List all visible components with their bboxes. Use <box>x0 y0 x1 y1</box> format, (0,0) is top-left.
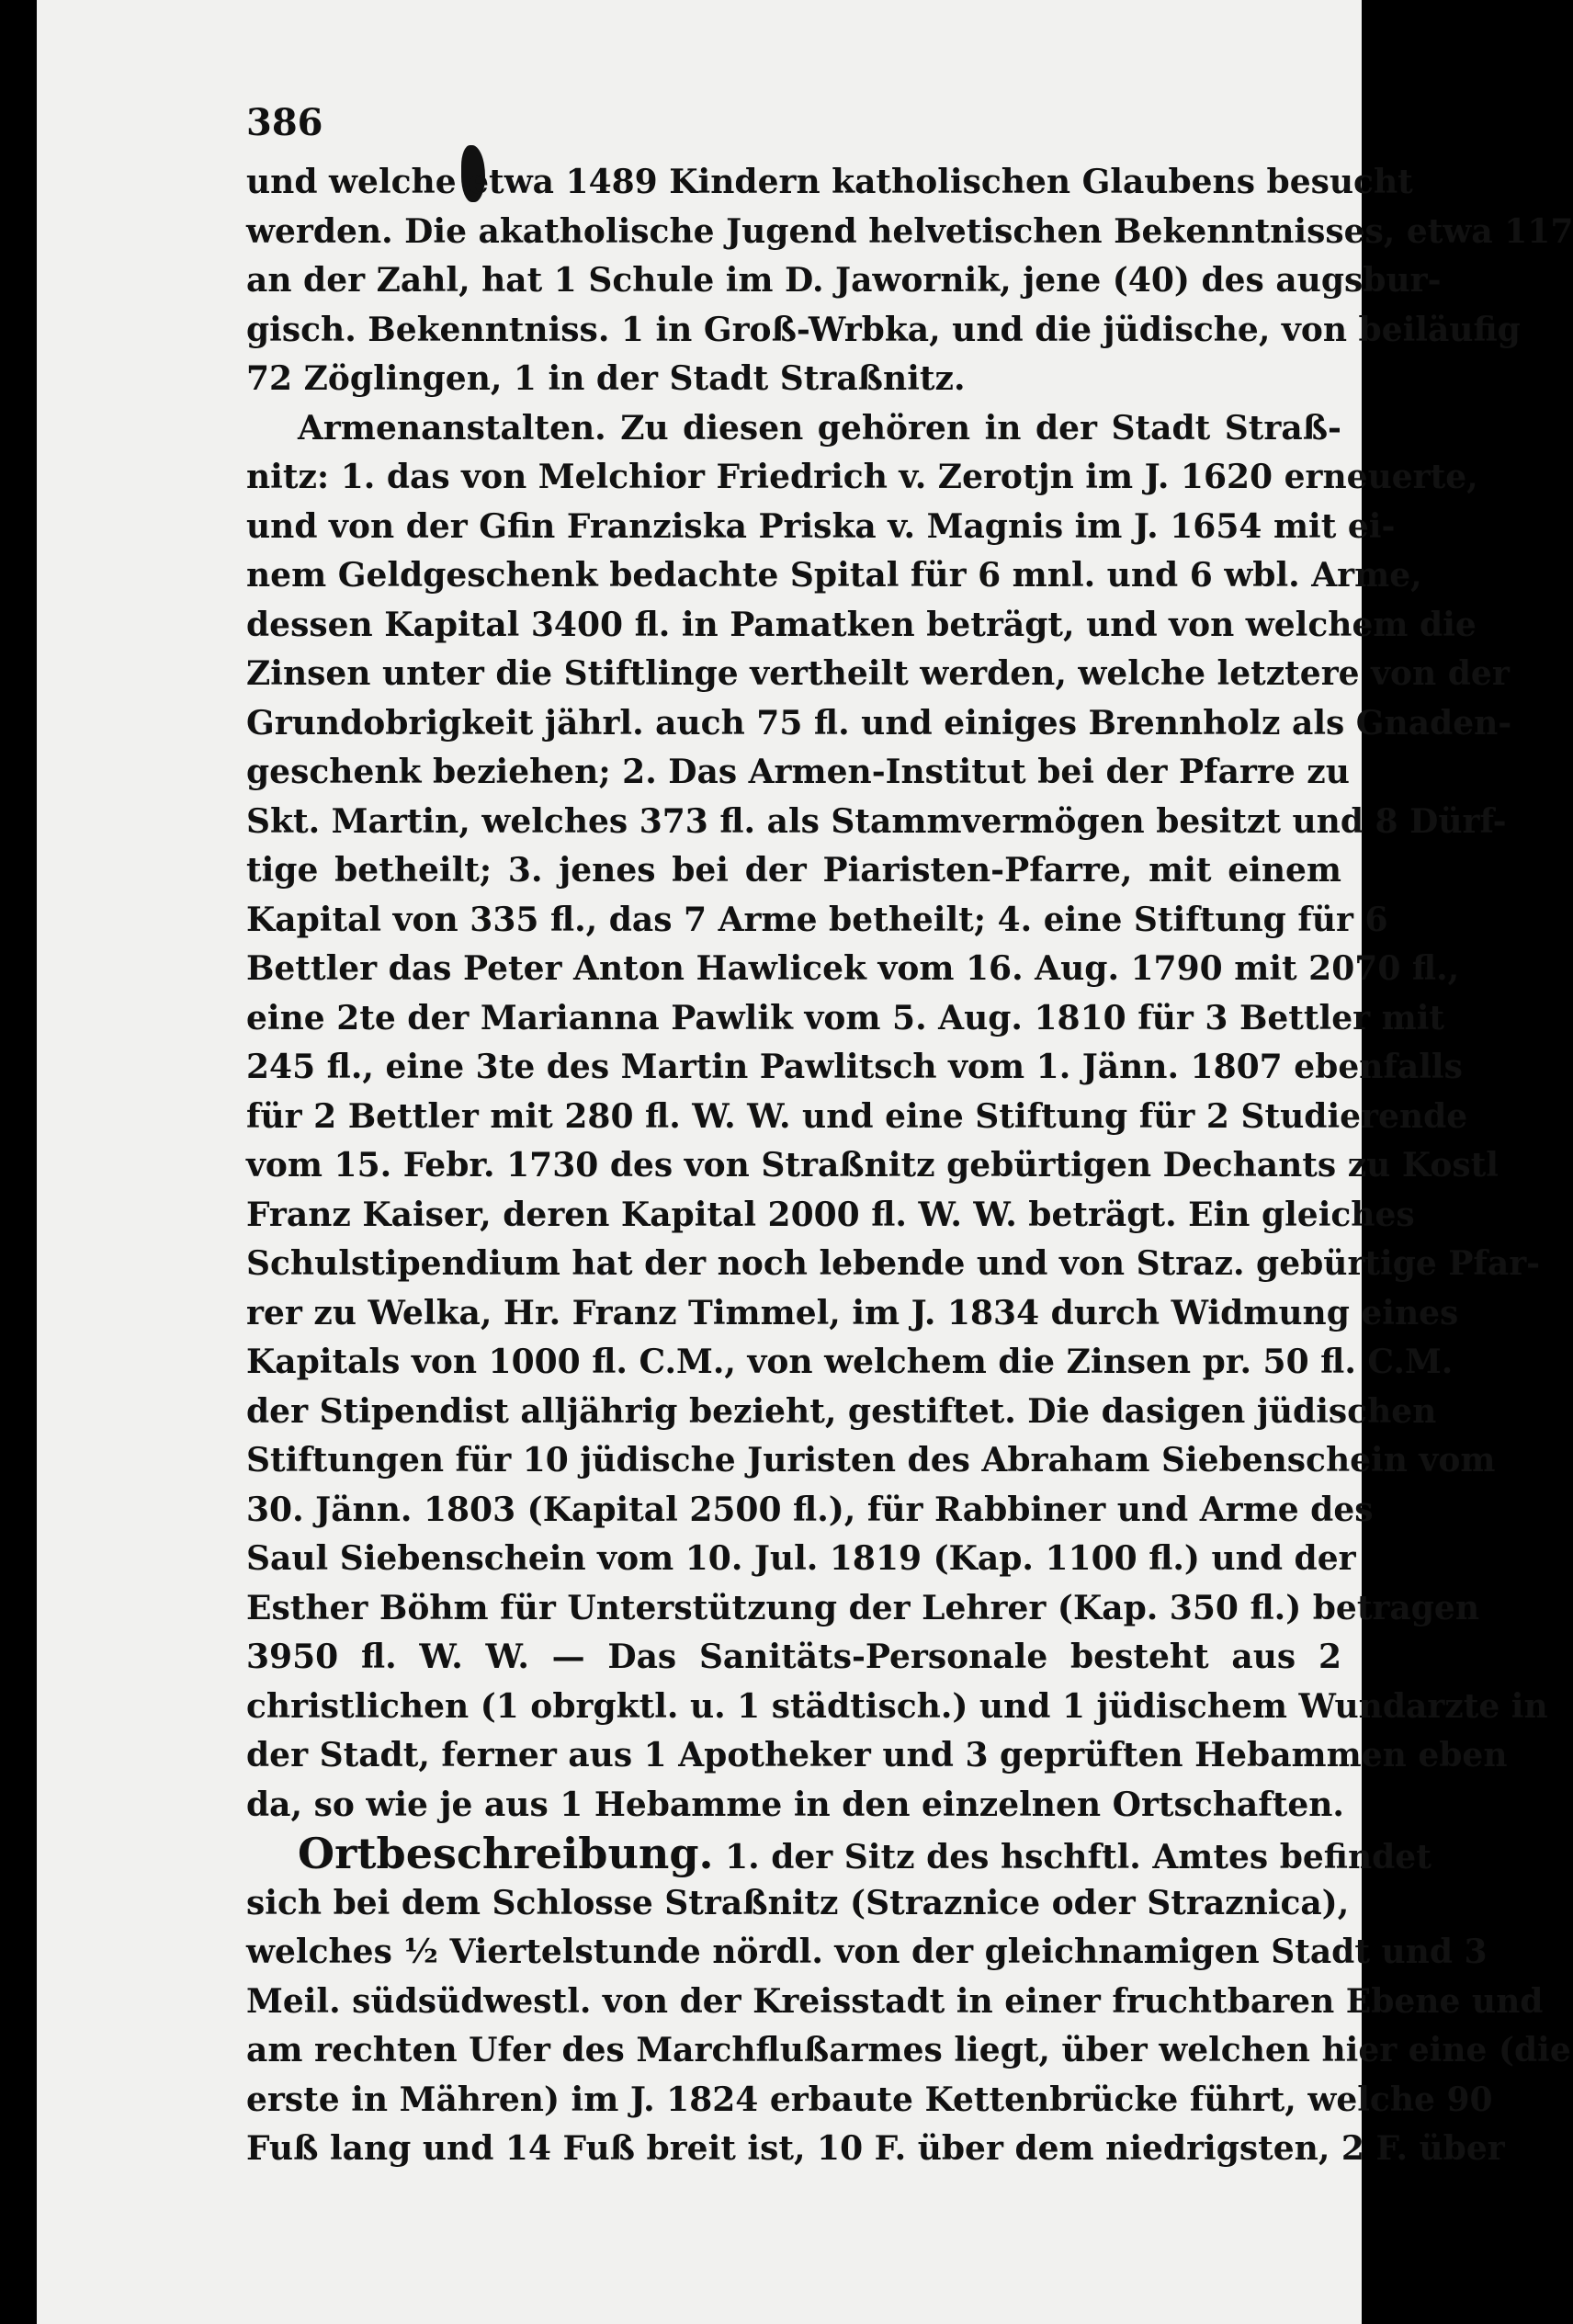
text-line-content: für 2 Bettler mit 280 fl. W. W. und eine Stiftung für 2 Studierende <box>246 1096 1468 1136</box>
text-line <box>246 453 1478 503</box>
text-line <box>246 306 1521 356</box>
text-line <box>246 945 1460 994</box>
text-line <box>246 2076 1493 2126</box>
text-line-content: Franz Kaiser, deren Kapital 2000 fl. W. W. beträgt. Ein gleiches <box>246 1195 1415 1234</box>
text-line-content: Esther Böhm für Unterstützung der Lehrer (Kap. 350 fl.) betragen <box>246 1588 1480 1627</box>
text-line <box>246 1436 1496 1486</box>
text-line <box>246 896 1388 946</box>
text-line-content: und von der Gfin Franziska Priska v. Magnis im J. 1654 mit ei- <box>246 506 1396 546</box>
text-line-content: eine 2te der Marianna Pawlik vom 5. Aug. 1810 für 3 Bettler mit <box>246 998 1445 1037</box>
text-line-content: am rechten Ufer des Marchflußarmes liegt, über welchen hier eine (die <box>246 2031 1571 2069</box>
text-line-content: Kapitals von 1000 fl. C.M., von welchem die Zinsen pr. 50 fl. C.M. <box>246 1343 1454 1381</box>
text-line-content: erste in Mähren) im J. 1824 erbaute Kettenbrücke führt, welche 90 <box>246 2080 1493 2119</box>
text-line-content: da, so wie je aus 1 Hebamme in den einzelnen Ortschaften. <box>246 1785 1344 1824</box>
text-line <box>246 994 1445 1044</box>
text-line <box>246 1338 1454 1388</box>
text-line <box>246 798 1507 847</box>
text-line-content: 3950 fl. W. W. — Das Sanitäts-Personale besteht aus 2 <box>246 1638 1341 1676</box>
text-line <box>246 1535 1356 1584</box>
text-line <box>246 1731 1508 1781</box>
text-line-content: Schulstipendium hat der noch lebende und von Straz. gebürtige Pfar- <box>246 1244 1541 1283</box>
text-line <box>246 256 1442 306</box>
text-line-content: werden. Die akatholische Jugend helvetischen Bekenntnisses, etwa 117 <box>246 211 1573 251</box>
text-line-content: nem Geldgeschenk bedachte Spital für 6 mnl. und 6 wbl. Arme, <box>246 556 1422 595</box>
text-line <box>246 1879 1350 1929</box>
text-line-content: sich bei dem Schlosse Straßnitz (Straznice oder Straznica), <box>246 1883 1350 1922</box>
text-line-content: Kapital von 335 fl., das 7 Arme betheilt; 4. eine Stiftung für 6 <box>246 900 1388 939</box>
text-line-content: an der Zahl, hat 1 Schule im D. Jawornik, jene (40) des augsbur- <box>246 261 1442 300</box>
text-line-content: der Stadt, ferner aus 1 Apotheker und 3 geprüften Hebammen eben <box>246 1736 1508 1774</box>
text-line-content: Fuß lang und 14 Fuß breit ist, 10 F. über dem niedrigsten, 2 F. über <box>246 2129 1505 2168</box>
text-line <box>246 1043 1463 1093</box>
text-line <box>246 1633 1341 1683</box>
text-line <box>246 404 1341 454</box>
text-line <box>246 601 1477 651</box>
text-line <box>246 158 1413 208</box>
page-number: 386 <box>246 101 323 144</box>
text-line-content: Skt. Martin, welches 373 fl. als Stammvermögen besitzt und 8 Dürf- <box>246 801 1507 841</box>
text-line-content: der Stipendist alljährig bezieht, gestiftet. Die dasigen jüdischen <box>246 1391 1437 1431</box>
text-line <box>246 1584 1480 1634</box>
text-line-content: Stiftungen für 10 jüdische Juristen des Abraham Siebenschein vom <box>246 1441 1496 1479</box>
text-line <box>246 2026 1571 2076</box>
text-line <box>246 1191 1415 1241</box>
text-line-content: dessen Kapital 3400 fl. in Pamatken beträgt, und von welchem die <box>246 605 1477 644</box>
text-line <box>246 1978 1544 2027</box>
text-line-content: Bettler das Peter Anton Hawlicek vom 16. Aug. 1790 mit 2070 fl., <box>246 949 1460 988</box>
text-line-content: Saul Siebenschein vom 10. Jul. 1819 (Kap. 1100 fl.) und der <box>246 1539 1356 1578</box>
text-line-content: christlichen (1 obrgktl. u. 1 städtisch.) und 1 jüdischem Wundarzte in <box>246 1686 1548 1726</box>
text-line <box>246 1829 1432 1879</box>
text-line <box>246 748 1350 798</box>
text-line <box>246 1928 1488 1978</box>
text-line-content: und welche etwa 1489 Kindern katholischen Glaubens besucht <box>246 163 1413 201</box>
text-line <box>246 1486 1374 1536</box>
text-line-content: 30. Jänn. 1803 (Kapital 2500 fl.), für Rabbiner und Arme des <box>246 1490 1374 1529</box>
text-line-content: 1. der Sitz des hschftl. Amtes befindet <box>725 1838 1432 1876</box>
text-line-content: Zinsen unter die Stiftlinge vertheilt werden, welche letztere von der <box>246 654 1510 693</box>
text-line-content: Grundobrigkeit jährl. auch 75 fl. und einiges Brennholz als Gnaden- <box>246 703 1512 743</box>
text-line <box>246 551 1422 601</box>
text-line-content: gisch. Bekenntniss. 1 in Groß-Wrbka, und die jüdische, von beiläufig <box>246 310 1521 349</box>
text-line-content: rer zu Welka, Hr. Franz Timmel, im J. 1834 durch Widmung eines <box>246 1293 1459 1332</box>
text-line-content: Meil. südsüdwestl. von der Kreisstadt in einer fruchtbaren Ebene und <box>246 1981 1544 2021</box>
text-line <box>246 2125 1505 2174</box>
text-line <box>246 1093 1468 1142</box>
text-line-content: welches ½ Viertelstunde nördl. von der gleichnamigen Stadt und 3 <box>246 1933 1488 1971</box>
text-line <box>246 503 1396 552</box>
text-line <box>246 208 1573 257</box>
text-line <box>246 1683 1548 1732</box>
text-line-content: 72 Zöglingen, 1 in der Stadt Straßnitz. <box>246 359 966 398</box>
text-line <box>246 355 1341 404</box>
text-line <box>246 1388 1437 1437</box>
text-line-content: nitz: 1. das von Melchior Friedrich v. Zerotjn im J. 1620 erneuerte, <box>246 458 1478 496</box>
body-text <box>246 158 1573 2174</box>
text-line-content: geschenk beziehen; 2. Das Armen-Institut bei der Pfarre zu <box>246 753 1350 791</box>
text-line <box>246 1781 1344 1831</box>
text-line-content: 245 fl., eine 3te des Martin Pawlitsch vom 1. Jänn. 1807 ebenfalls <box>246 1048 1463 1086</box>
text-line <box>246 1141 1499 1191</box>
text-line <box>246 650 1510 699</box>
section-heading: Ortbeschreibung. <box>298 1829 714 1878</box>
text-line <box>246 699 1512 749</box>
text-line <box>246 1289 1459 1339</box>
text-line-content: vom 15. Febr. 1730 des von Straßnitz gebürtigen Dechants zu Kostl <box>246 1146 1499 1185</box>
text-line-content: tige betheilt; 3. jenes bei der Piaristen-Pfarre, mit einem <box>246 851 1341 890</box>
text-line <box>246 1240 1541 1289</box>
book-page <box>37 0 1573 2324</box>
text-line <box>246 846 1341 896</box>
text-line-content: Armenanstalten. Zu diesen gehören in der Stadt Straß- <box>298 408 1341 448</box>
